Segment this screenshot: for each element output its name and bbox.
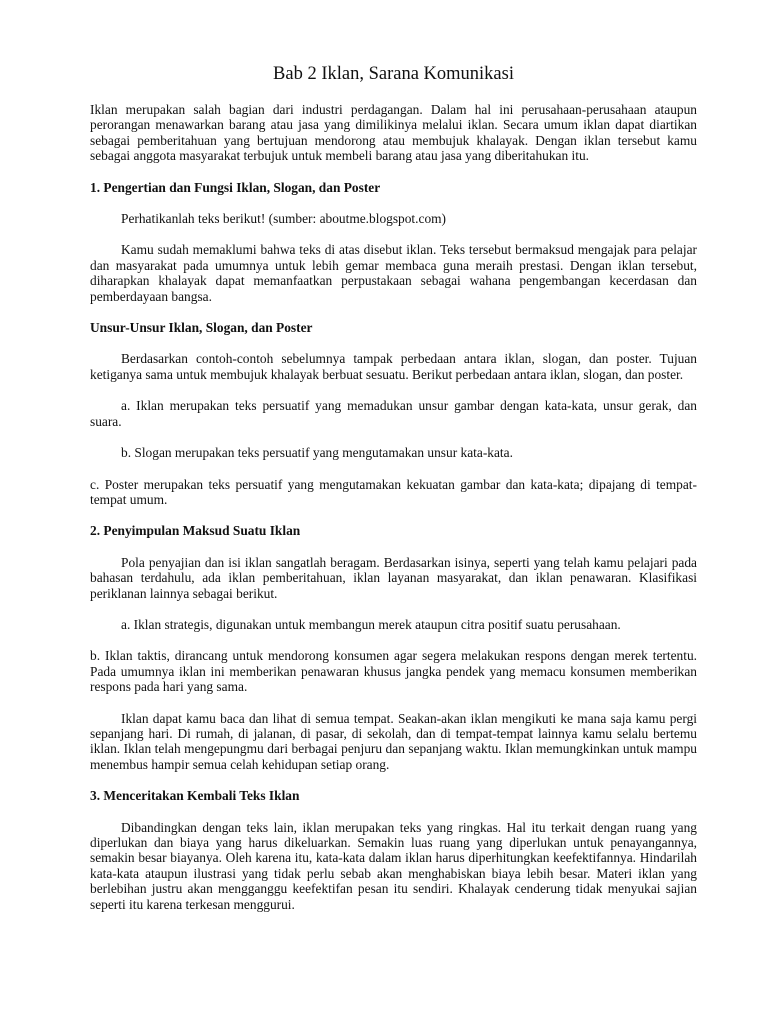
section-2-paragraph-1: Pola penyajian dan isi iklan sangatlah beragam. Berdasarkan isinya, seperti yang telah kamu pelajari pada bahasan terdahulu, ada iklan pemberitahuan, iklan layanan masyarakat, dan iklan penawaran. Klasifikasi periklanan lainnya sebagai berikut. [90,554,697,601]
section-2-heading: 2. Penyimpulan Maksud Suatu Iklan [90,523,301,539]
subsection-item-b: b. Slogan merupakan teks persuatif yang mengutamakan unsur kata-kata. [121,445,513,461]
subsection-item-c: c. Poster merupakan teks persuatif yang mengutamakan kekuatan gambar dan kata-kata; dipajang di tempat-tempat umum. [90,476,697,507]
document-title: Bab 2 Iklan, Sarana Komunikasi [273,64,514,84]
section-3-heading: 3. Menceritakan Kembali Teks Iklan [90,788,300,804]
document-body [90,63,697,912]
section-1-paragraph-2: Kamu sudah memaklumi bahwa teks di atas disebut iklan. Teks tersebut bermaksud mengajak para pelajar dan masyarakat pada umumnya untuk lebih gemar membaca guna meraih prestasi. Dengan iklan tersebut, diharapkan khalayak dapat memanfaatkan perpustakaan sebagai wahana pengembangan kecerdasan dan pemberdayaan bangsa. [90,242,697,304]
section-1-paragraph-1: Perhatikanlah teks berikut! (sumber: aboutme.blogspot.com) [121,211,447,227]
subsection-item-a: a. Iklan merupakan teks persuatif yang memadukan unsur gambar dengan kata-kata, unsur gerak, dan suara. [90,398,697,429]
section-3-paragraph-1: Dibandingkan dengan teks lain, iklan merupakan teks yang ringkas. Hal itu terkait dengan ruang yang diperlukan dan biaya yang harus dikeluarkan. Semakin luas ruang yang diperlukan untuk penayangannya, semakin besar biayanya. Oleh karena itu, kata-kata dalam iklan harus diperhitungkan keefektifannya. Hindarilah kata-kata ataupun ilustrasi yang tidak perlu sebab akan menghabiskan biaya lebih besar. Materi iklan yang berlebihan justru akan mengganggu keefektifan pesan itu sendiri. Khalayak cenderung tidak menyukai sajian seperti itu karena terkesan menggurui. [90,819,697,912]
section-2-item-a: a. Iklan strategis, digunakan untuk membangun merek ataupun citra positif suatu perusahaan. [121,616,621,632]
subsection-heading: Unsur-Unsur Iklan, Slogan, dan Poster [90,320,313,336]
section-1-heading: 1. Pengertian dan Fungsi Iklan, Slogan, dan Poster [90,179,381,195]
section-2-item-b: b. Iklan taktis, dirancang untuk mendorong konsumen agar segera melakukan respons dengan merek tertentu. Pada umumnya iklan ini memberikan penawaran khusus jangka pendek yang memacu konsumen memberikan respons pada hari yang sama. [90,648,697,695]
section-2-paragraph-2: Iklan dapat kamu baca dan lihat di semua tempat. Seakan-akan iklan mengikuti ke mana saja kamu pergi sepanjang hari. Di rumah, di jalanan, di pasar, di sekolah, dan di tempat-tempat lainnya kamu selalu bertemu iklan. Iklan telah mengepungmu dari berbagai penjuru dan sepanjang waktu. Iklan memungkinkan untuk mampu menembus hampir semua celah kehidupan setiap orang. [90,710,697,772]
subsection-paragraph-1: Berdasarkan contoh-contoh sebelumnya tampak perbedaan antara iklan, slogan, dan poster. Tujuan ketiganya sama untuk membujuk khalayak berbuat sesuatu. Berikut perbedaan antara iklan, slogan, dan poster. [90,351,697,382]
intro-paragraph: Iklan merupakan salah bagian dari industri perdagangan. Dalam hal ini perusahaan-perusahaan ataupun perorangan menawarkan barang atau jasa yang dimilikinya melalui iklan. Secara umum iklan dapat diartikan sebagai pemberitahuan yang bertujuan mendorong atau membujuk khalayak. Dengan iklan tersebut kamu sebagai anggota masyarakat terbujuk untuk membeli barang atau jasa yang diberitahukan itu. [90,102,697,164]
